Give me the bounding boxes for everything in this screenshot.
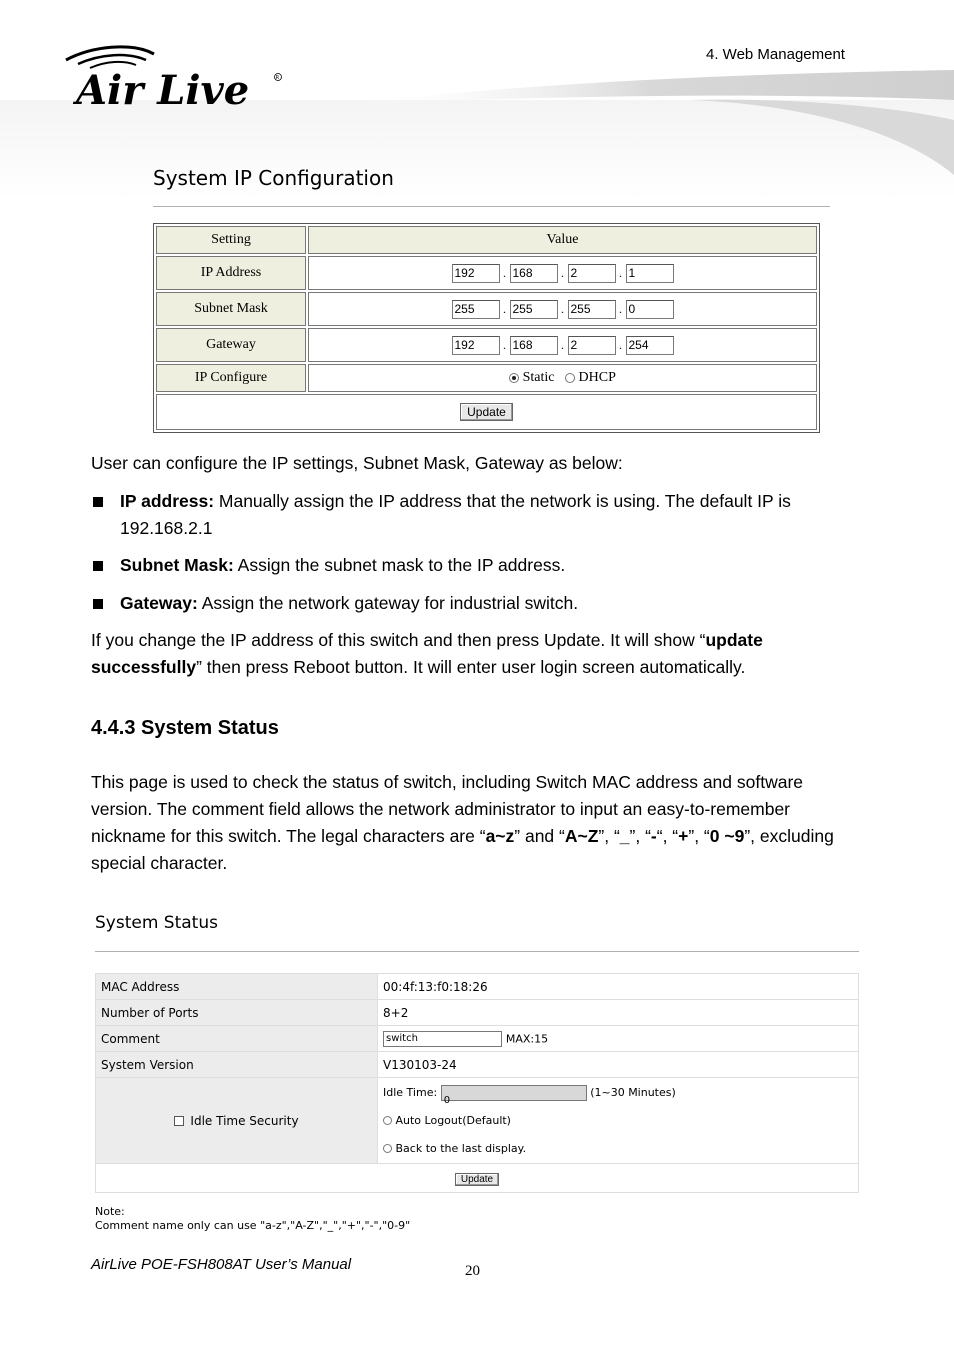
system-status-divider	[95, 951, 859, 952]
static-radio-label: Static	[522, 370, 555, 385]
system-status-title: System Status	[95, 913, 218, 933]
ip-octet-1-input[interactable]: 192	[452, 264, 500, 283]
ip-update-row	[156, 394, 817, 430]
setting-column-header: Setting	[156, 226, 306, 254]
comment-row	[96, 1026, 859, 1052]
gateway-octet-2-input[interactable]: 168	[510, 336, 558, 355]
ip-address-label: IP Address	[156, 256, 306, 290]
ip-octet-2-input[interactable]: 168	[510, 264, 558, 283]
ip-configure-row	[156, 364, 817, 392]
back-last-display-radio[interactable]	[383, 1144, 392, 1153]
section-heading: 4.4.3 System Status	[91, 717, 279, 739]
gateway-octet-3-input[interactable]: 2	[568, 336, 616, 355]
mac-label: MAC Address	[96, 974, 378, 1000]
comment-max-label: MAX:15	[505, 1032, 549, 1045]
system-status-table	[95, 973, 859, 1193]
bullet-desc: Assign the network gateway for industrial switch.	[197, 593, 579, 613]
gateway-label: Gateway	[156, 328, 306, 362]
chapter-heading: 4. Web Management	[706, 46, 845, 63]
idle-security-checkbox[interactable]	[174, 1116, 184, 1126]
ports-row	[96, 1000, 859, 1026]
idle-range-label: (1~30 Minutes)	[590, 1085, 676, 1099]
svg-text:R: R	[275, 75, 280, 81]
comment-input[interactable]: switch	[383, 1031, 502, 1047]
auto-logout-radio[interactable]	[383, 1116, 392, 1125]
status-paragraph: This page is used to check the status of switch, including Switch MAC address and software version. The comment field allows the network administrator to input an easy-to-remember nickname for this switch. The legal characters are “a~z” and “A~Z”, “_”, “-“, “+”, “0 ~9”, excluding special character.	[91, 772, 834, 873]
bullet-term: Gateway:	[120, 593, 198, 613]
dhcp-radio-label: DHCP	[578, 370, 616, 385]
status-note	[95, 1205, 410, 1233]
bullet-term: Subnet Mask:	[120, 555, 234, 575]
bullet-ip-address	[91, 488, 866, 542]
ip-octet-4-input[interactable]: 1	[626, 264, 674, 283]
gateway-octet-1-input[interactable]: 192	[452, 336, 500, 355]
mask-octet-1-input[interactable]: 255	[452, 300, 500, 319]
mask-octet-3-input[interactable]: 255	[568, 300, 616, 319]
bullet-gateway	[91, 590, 866, 617]
ip-configure-label: IP Configure	[156, 364, 306, 392]
bullet-desc: Manually assign the IP address that the network is using. The default IP is 192.168.2.1	[120, 491, 791, 538]
ip-address-row: IP Address 192 . 168 . 2 . 1	[156, 256, 817, 290]
bullet-square-icon	[93, 561, 103, 571]
airlive-logo	[62, 44, 292, 108]
bullet-term: IP address:	[120, 491, 215, 511]
ip-octet-3-input[interactable]: 2	[568, 264, 616, 283]
subnet-mask-row: Subnet Mask 255 . 255 . 255 . 0	[156, 292, 817, 326]
ports-label: Number of Ports	[96, 1000, 378, 1026]
version-value: V130103-24	[378, 1052, 859, 1078]
static-radio[interactable]	[509, 373, 519, 383]
status-update-row	[96, 1164, 859, 1193]
mac-value: 00:4f:13:f0:18:26	[378, 974, 859, 1000]
mask-octet-4-input[interactable]: 0	[626, 300, 674, 319]
mask-octet-2-input[interactable]: 255	[510, 300, 558, 319]
comment-label: Comment	[96, 1026, 378, 1052]
gateway-row: Gateway 192 . 168 . 2 . 254	[156, 328, 817, 362]
footer-manual-name: AirLive POE-FSH808AT User’s Manual	[91, 1256, 352, 1273]
ip-config-table	[153, 223, 820, 433]
auto-logout-label: Auto Logout(Default)	[395, 1113, 511, 1127]
bullet-subnet-mask	[91, 552, 866, 579]
update-paragraph: If you change the IP address of this switch and then press Update. It will show “update successfully” then press Reboot button. It will enter user login screen automatically.	[91, 630, 763, 677]
note-title: Note:	[95, 1205, 125, 1218]
status-update-button[interactable]: Update	[455, 1173, 499, 1186]
value-column-header: Value	[308, 226, 817, 254]
ip-config-title: System IP Configuration	[153, 166, 394, 190]
ip-config-divider	[153, 206, 830, 207]
idle-time-input[interactable]: 0	[441, 1085, 587, 1101]
back-last-display-label: Back to the last display.	[395, 1141, 527, 1155]
version-label: System Version	[96, 1052, 378, 1078]
svg-text:Air Live: Air Live	[76, 67, 250, 108]
ip-update-button[interactable]: Update	[460, 403, 513, 421]
idle-security-label: Idle Time Security	[190, 1113, 299, 1128]
bullet-square-icon	[93, 497, 103, 507]
idle-row	[96, 1078, 859, 1164]
subnet-mask-label: Subnet Mask	[156, 292, 306, 326]
mac-row	[96, 974, 859, 1000]
bullet-desc: Assign the subnet mask to the IP address.	[233, 555, 566, 575]
intro-paragraph: User can configure the IP settings, Subnet Mask, Gateway as below:	[91, 453, 623, 473]
bullet-square-icon	[93, 599, 103, 609]
version-row	[96, 1052, 859, 1078]
ports-value: 8+2	[378, 1000, 859, 1026]
gateway-octet-4-input[interactable]: 254	[626, 336, 674, 355]
dhcp-radio[interactable]	[565, 373, 575, 383]
note-text: Comment name only can use "a-z","A-Z","_","+","-","0-9"	[95, 1219, 411, 1232]
page-number: 20	[465, 1263, 480, 1279]
idle-time-label: Idle Time:	[383, 1085, 438, 1099]
